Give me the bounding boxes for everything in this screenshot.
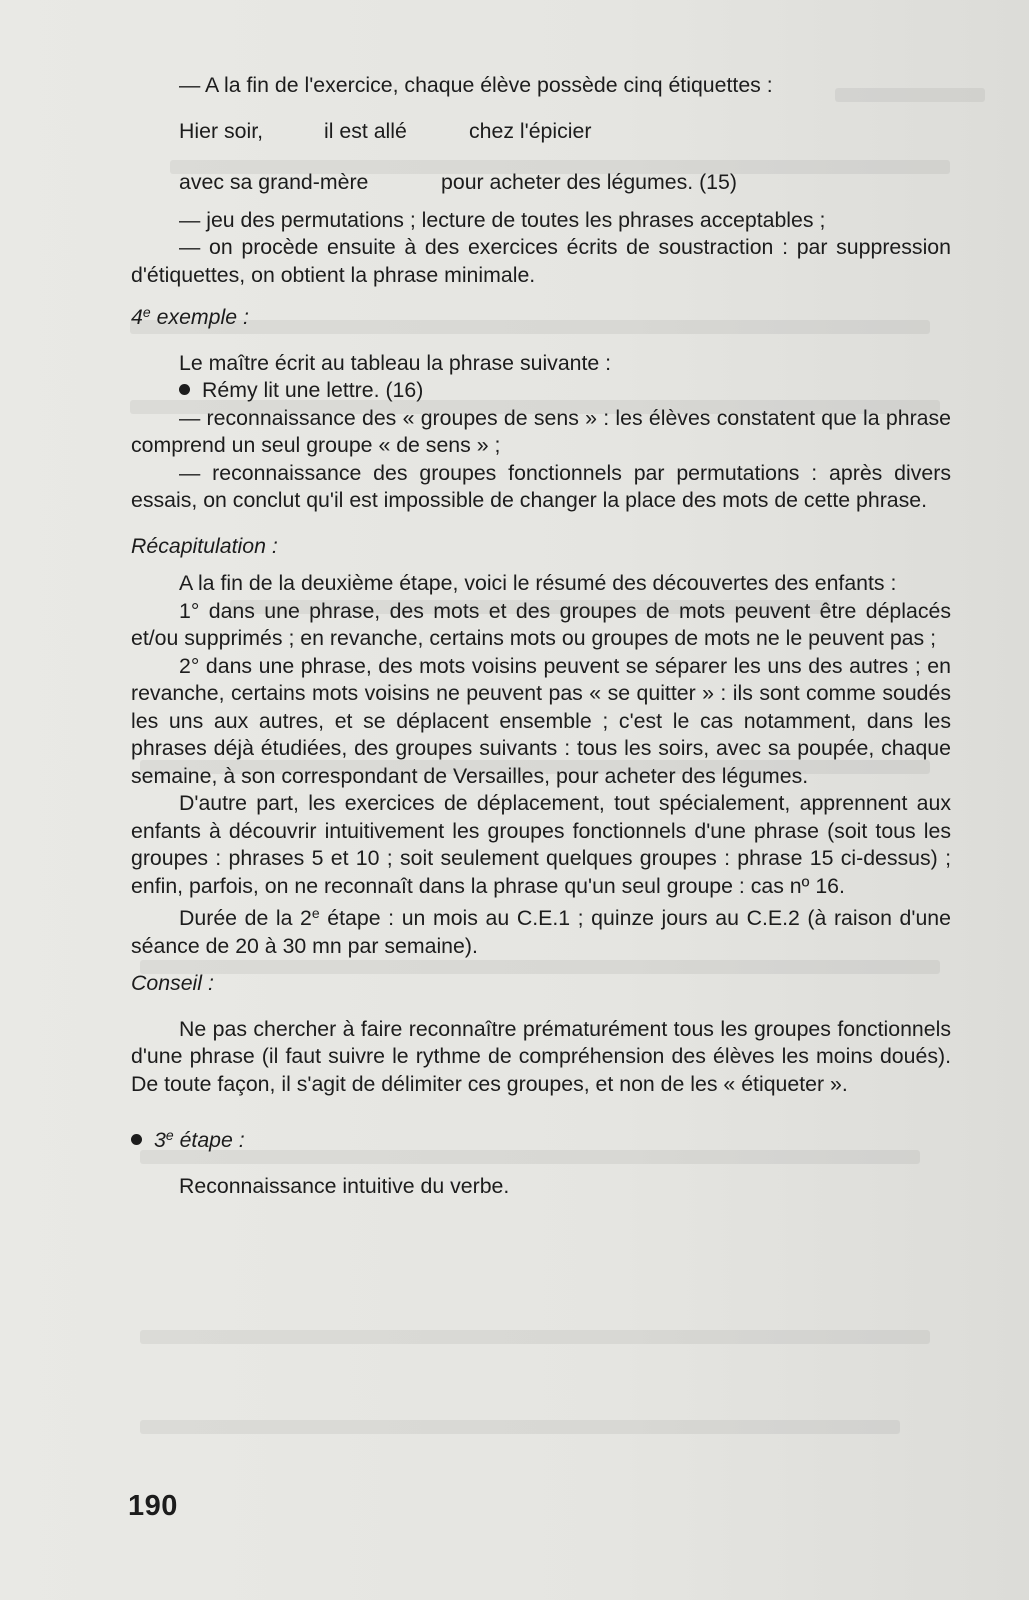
groupes-fonctionnels-paragraph: — reconnaissance des groupes fonctionnels par permutations : après divers essais, on conclut qu'il est impossible de changer la place des mots de cette phrase. <box>131 460 951 512</box>
groupes-sens-paragraph: — reconnaissance des « groupes de sens » : les élèves constatent que la phrase comprend un seul groupe « de sens » ; <box>131 405 951 457</box>
recap-intro-paragraph: A la fin de la deuxième étape, voici le résumé des découvertes des enfants : <box>179 571 897 595</box>
duree-paragraph <box>131 900 951 960</box>
heading-4e-num: 4 <box>131 305 143 329</box>
heading-4e-rest: exemple : <box>150 305 249 329</box>
label-il-est-alle: il est allé <box>324 118 407 143</box>
labels-row-1 <box>131 118 951 146</box>
point-1-paragraph: 1° dans une phrase, des mots et des groupes de mots peuvent être déplacés et/ou supprimés ; en revanche, certains mots ou groupes de mots ne le peuvent pas ; <box>131 598 951 650</box>
heading-3e-num: 3 <box>154 1128 166 1152</box>
point-2-paragraph: 2° dans une phrase, des mots voisins peuvent se séparer les uns des autres ; en revanche, certains mots voisins ne peuvent pas « se quitter » : ils sont comme soudés les uns aux autres, et se déplacent ensemble ; c'est le cas notamment, dans les phrases déjà étudiées, des groupes suivants : tous les soirs, avec sa poupée, chaque semaine, à son correspondant de Versailles, pour acheter des légumes. <box>131 653 951 788</box>
heading-3e-rest: étape : <box>173 1128 245 1152</box>
exercise-end-line: — A la fin de l'exercice, chaque élève possède cinq étiquettes : <box>179 73 773 97</box>
bullet-icon <box>131 1134 142 1145</box>
remy-sentence <box>131 377 951 405</box>
autre-part-paragraph: D'autre part, les exercices de déplacement, tout spécialement, apprennent aux enfants à découvrir intuitivement les groupes fonctionnels d'une phrase (soit tous les groupes : phrases 5 et 10 ; soit seulement quelques groupes : phrase 15 ci-dessus) ; enfin, parfois, on ne reconnaît dans la phrase qu'un seul groupe : cas nº 16. <box>131 791 951 898</box>
bullet-icon <box>179 384 190 395</box>
heading-3e-etape <box>131 1122 951 1155</box>
heading-3e-sup: e <box>165 1127 174 1143</box>
etape3-line: Reconnaissance intuitive du verbe. <box>179 1173 510 1198</box>
duree-sup: e <box>311 905 320 921</box>
heading-conseil: Conseil : <box>131 971 214 995</box>
page-number: 190 <box>128 1490 178 1522</box>
remy-text: Rémy lit une lettre. (16) <box>202 378 424 402</box>
page-text <box>131 72 951 1200</box>
maitre-line: Le maître écrit au tableau la phrase suivante : <box>179 350 612 375</box>
heading-4e-sup: e <box>142 304 151 320</box>
soustraction-paragraph: — on procède ensuite à des exercices écrits de soustraction : par suppression d'étiquettes, on obtient la phrase minimale. <box>131 235 951 287</box>
permutations-line: — jeu des permutations ; lecture de toutes les phrases acceptables ; <box>179 207 826 232</box>
label-hier-soir: Hier soir, <box>179 118 264 143</box>
label-grand-mere: avec sa grand-mère <box>179 170 369 194</box>
label-chez-epicier: chez l'épicier <box>469 118 592 143</box>
labels-row-2 <box>131 169 951 197</box>
conseil-paragraph: Ne pas chercher à faire reconnaître prématurément tous les groupes fonctionnels d'une phrase (il faut suivre le rythme de compréhension des élèves les moins doués). De toute façon, il s'agit de délimiter ces groupes, et non de les « étiqueter ». <box>131 1016 951 1096</box>
duree-end: étape : un mois au C.E.1 ; quinze jours au C.E.2 (à raison d'une séance de 20 à 30 mn par semaine). <box>131 906 951 958</box>
duree-start: Durée de la 2 <box>179 906 312 930</box>
label-legumes: pour acheter des légumes. (15) <box>441 170 737 194</box>
heading-recapitulation: Récapitulation : <box>131 533 278 558</box>
heading-4e-exemple <box>131 299 951 332</box>
